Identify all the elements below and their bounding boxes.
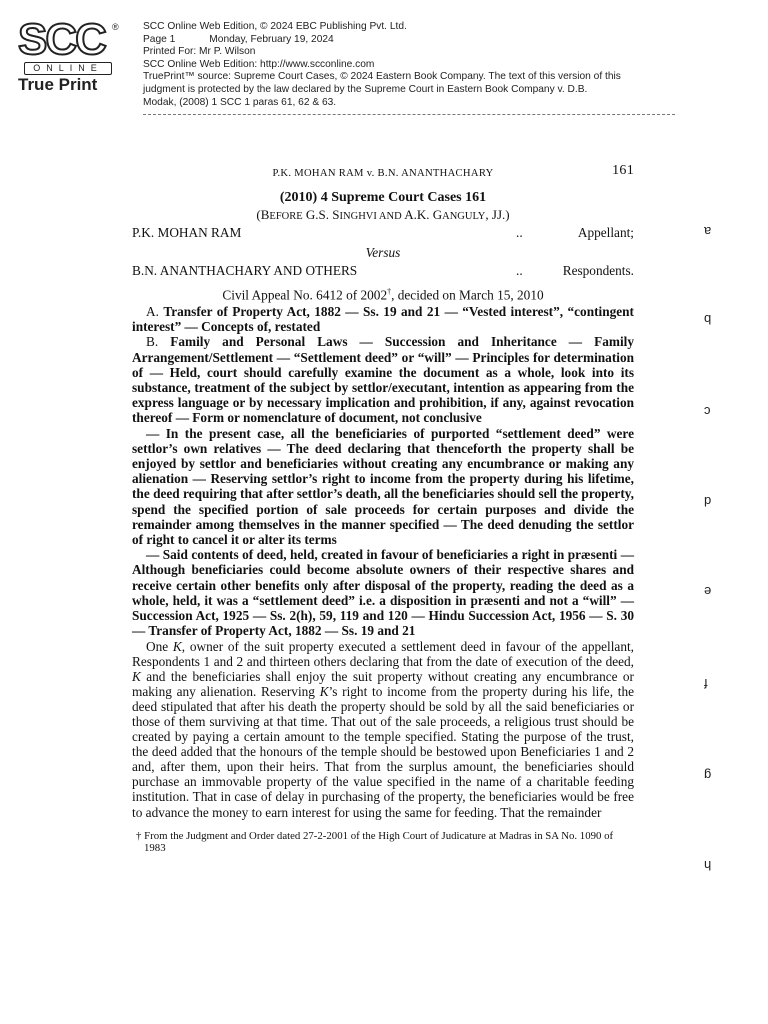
case-citation: (2010) 4 Supreme Court Cases 161 bbox=[279, 190, 487, 205]
headnote-c: — In the present case, all the beneficiaries of purported “settlement deed” were settlor’s own relatives — The deed declaring that thenceforth the property shall be enjoyed by settlor and beneficiaries without creating any encumbrance or making any alienation — Reserving settlor’s right to income from the property during his lifetime, the deed requiring that after settlor’s death, all the beneficiaries should sell the property, spend the specified portion of sale proceeds for certain purposes and divide the remainder among themselves in the manner specified — The deed denuding the settlor of right to cancel it or alter its terms bbox=[132, 425, 634, 548]
logo-registered-mark: ® bbox=[112, 22, 119, 32]
bench bbox=[132, 207, 634, 224]
headnote-b bbox=[132, 334, 634, 425]
logo-scc-text: SCC bbox=[18, 15, 105, 64]
headnote-b-letter: B. bbox=[146, 334, 171, 350]
header-copyright: SCC Online Web Edition, © 2024 EBC Publishing Pvt. Ltd. bbox=[143, 21, 407, 32]
body-text: , owner of the suit property executed a settlement deed in favour of the appellant, Respondents 1 and 2 and thirteen others declaring that from the date of execution of the deed, bbox=[132, 638, 634, 669]
appeal-dagger: † bbox=[387, 287, 392, 297]
bench-part: INGHVI AND bbox=[339, 211, 402, 223]
respondent-dots: .. bbox=[516, 263, 523, 279]
page-number: 161 bbox=[612, 163, 634, 178]
margin-letter-d: d bbox=[704, 494, 712, 509]
appeal-line bbox=[132, 284, 634, 303]
body-paragraph bbox=[132, 639, 634, 820]
body-text: and the beneficiaries shall enjoy the suit property without creating any encumbrance or making any alienation. Reserving bbox=[132, 668, 634, 699]
bench-part: EFORE bbox=[269, 211, 303, 223]
margin-letter-g: g bbox=[704, 768, 712, 783]
judgment-page bbox=[132, 163, 634, 855]
body-italic: K bbox=[132, 668, 141, 684]
header-trueprint-note: TruePrint™ source: Supreme Court Cases, © 2024 Eastern Book Company. The text of this version of this judgment is protected by the law declared by the Supreme Court in Eastern Book Company v. D.B. Modak, (2008) 1 SCC 1 paras 61, 62 & 63. bbox=[143, 71, 621, 108]
bench-part: ANGULY bbox=[442, 211, 486, 223]
bench-part: ( bbox=[256, 207, 261, 223]
margin-letter-f: f bbox=[704, 676, 708, 691]
body-text: One bbox=[146, 638, 173, 654]
header-page-date bbox=[143, 34, 703, 47]
running-head bbox=[132, 163, 634, 188]
appeal-decided: , decided on March 15, 2010 bbox=[391, 287, 544, 303]
body-text: ’s right to income from the property during his life, the deed stipulated that after his death the property should be sold by all the said beneficiaries or those of them surviving at that time. That out of the sale proceeds, a religious trust should be created by paying a certain amount to the temple specified. Stating the purpose of the trust, the deed added that the honours of the temple should be bestowed upon Beneficiaries 1 and 2 and, after them, upon their heirs. That from the surplus amount, the beneficiaries should purchase an immovable property of the value specified in the name of a charitable feeding institution. That in case of delay in purchasing of the property, the beneficiaries would be free to advance the money to earn interest for using the same for feeding. That the remainder bbox=[132, 683, 634, 820]
appellant-role: Appellant; bbox=[577, 225, 634, 241]
bench-part: G.S. S bbox=[302, 207, 340, 223]
footnote: † From the Judgment and Order dated 27-2-2001 of the High Court of Judicature at Madras in SA No. 1090 of 1983 bbox=[136, 829, 614, 855]
margin-letter-h: h bbox=[704, 858, 712, 873]
header-page-label: Page 1 bbox=[143, 33, 176, 45]
margin-letter-e: e bbox=[704, 584, 712, 599]
respondent-line bbox=[132, 263, 634, 280]
headnote-a bbox=[132, 304, 634, 334]
body-italic: K bbox=[319, 683, 329, 699]
margin-letter-a: a bbox=[704, 224, 712, 239]
header-divider bbox=[143, 114, 675, 115]
headnote-b-text: Family and Personal Laws — Succession and Inheritance — Family Arrangement/Settlement — “Settlement deed” or “will” — Principles for determination of — Held, court should carefully examine the document as a whole, look into its substance, treatment of the subject by settlor/executant, intention as appearing from the express language or by necessary implication and prohibition, if any, against revocation thereof — Form or nomenclature of document, not conclusive bbox=[132, 334, 634, 426]
header-printed-for: Printed For: Mr P. Wilson bbox=[143, 46, 256, 58]
body-italic: K bbox=[172, 638, 182, 654]
header-date: Monday, February 19, 2024 bbox=[209, 33, 334, 45]
respondent-role: Respondents. bbox=[562, 263, 634, 279]
scc-online-logo bbox=[18, 15, 119, 94]
appellant-line bbox=[132, 225, 634, 242]
headnote-a-letter: A. bbox=[146, 304, 164, 320]
versus: Versus bbox=[365, 245, 401, 261]
margin-letter-b: b bbox=[704, 312, 712, 327]
appellant-dots: .. bbox=[516, 225, 523, 241]
bench-part: A.K. G bbox=[401, 207, 443, 223]
margin-letter-c: c bbox=[704, 404, 711, 419]
print-header bbox=[143, 21, 703, 109]
headnote-d: — Said contents of deed, held, created in favour of beneficiaries a right in præsenti — Although beneficiaries could become absolute owners of their respective shares and receive certain other benefits only after disposal of the property, reading the deed as a whole, held, it was a “settlement deed” i.e. a disposition in præsenti and not a “will” — Succession Act, 1925 — Ss. 2(h), 59, 119 and 120 — Hindu Succession Act, 1956 — S. 30 — Transfer of Property Act, 1882 — Ss. 19 and 21 bbox=[132, 547, 634, 639]
appellant-name: P.K. MOHAN RAM bbox=[132, 225, 242, 241]
bench-part: B bbox=[260, 207, 270, 223]
logo-trueprint-text: True Print bbox=[18, 75, 98, 94]
headnote-a-text: Transfer of Property Act, 1882 — Ss. 19 and 21 — “Vested interest”, “contingent interest” — Concepts of, restated bbox=[132, 304, 634, 335]
header-web-edition: SCC Online Web Edition: http://www.scconline.com bbox=[143, 58, 375, 70]
bench-part: , JJ.) bbox=[485, 207, 510, 223]
running-head-title: P.K. MOHAN RAM v. B.N. ANANTHACHARY bbox=[272, 168, 494, 179]
appeal-number: Civil Appeal No. 6412 of 2002 bbox=[222, 287, 388, 303]
logo-online-text: ONLINE bbox=[24, 62, 112, 75]
respondent-name: B.N. ANANTHACHARY AND OTHERS bbox=[132, 263, 358, 279]
